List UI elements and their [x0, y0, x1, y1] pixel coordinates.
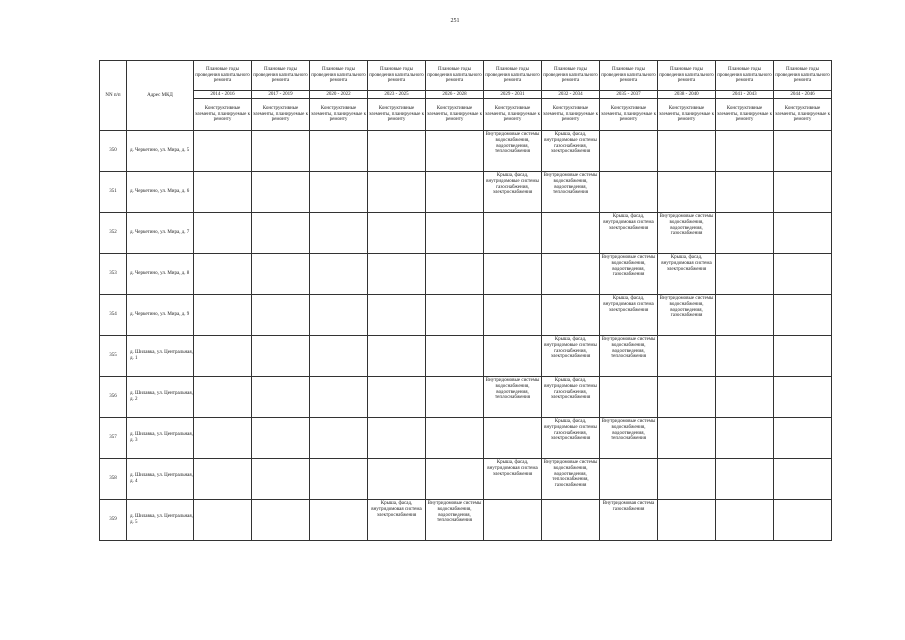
schedule-cell	[252, 418, 310, 459]
schedule-cell	[194, 295, 252, 336]
year-range: 2023 - 2025	[368, 91, 426, 99]
schedule-cell: Внутридомовые системы водоснабжения, водоотведения, теплоснабжения	[600, 336, 658, 377]
schedule-cell	[658, 418, 716, 459]
schedule-cell: Крыша, фасад, внутридомовая система электроснабжения	[368, 500, 426, 541]
schedule-cell	[484, 254, 542, 295]
year-range: 2026 - 2028	[426, 91, 484, 99]
schedule-cell	[716, 172, 774, 213]
schedule-cell	[716, 131, 774, 172]
schedule-cell: Крыша, фасад, внутридомовая система электроснабжения	[658, 254, 716, 295]
schedule-cell: Внутридомовые системы водоснабжения, водоотведения, газоснабжения	[658, 295, 716, 336]
table-row	[100, 500, 832, 541]
row-address: д. Черкетино, ул. Мира, д. 6	[127, 172, 194, 213]
schedule-cell: Крыша, фасад, внутридомовая система электроснабжения	[600, 213, 658, 254]
schedule-cell	[600, 459, 658, 500]
schedule-cell	[310, 213, 368, 254]
year-range: 2038 - 2040	[658, 91, 716, 99]
schedule-cell	[774, 131, 832, 172]
schedule-cell	[252, 500, 310, 541]
schedule-cell: Внутридомовые системы водоснабжения, водоотведения, теплоснабжения	[484, 131, 542, 172]
schedule-cell	[252, 172, 310, 213]
schedule-cell	[484, 418, 542, 459]
schedule-cell	[310, 418, 368, 459]
schedule-cell	[252, 377, 310, 418]
schedule-cell	[658, 500, 716, 541]
schedule-cell	[600, 131, 658, 172]
row-number: 352	[100, 213, 127, 254]
schedule-cell	[484, 213, 542, 254]
elements-header: Конструктивные элементы, планируемые к ремонту	[426, 99, 484, 131]
table-row	[100, 418, 832, 459]
period-header: Плановые годы проведения капитального ремонта	[194, 61, 252, 91]
schedule-cell	[194, 172, 252, 213]
period-header: Плановые годы проведения капитального ремонта	[542, 61, 600, 91]
schedule-cell	[658, 459, 716, 500]
schedule-cell	[426, 213, 484, 254]
schedule-cell	[484, 295, 542, 336]
schedule-cell	[600, 377, 658, 418]
year-range: 2020 - 2022	[310, 91, 368, 99]
row-number: 359	[100, 500, 127, 541]
table-row	[100, 131, 832, 172]
schedule-cell	[658, 131, 716, 172]
row-address: д. Шилавка, ул. Центральная, д. 5	[127, 500, 194, 541]
schedule-cell: Внутридомовая система газоснабжения	[600, 500, 658, 541]
schedule-cell	[658, 336, 716, 377]
schedule-cell: Внутридомовые системы водоснабжения, водоотведения, теплоснабжения	[484, 377, 542, 418]
elements-header: Конструктивные элементы, планируемые к ремонту	[252, 99, 310, 131]
schedule-cell	[252, 213, 310, 254]
schedule-cell: Крыша, фасад, внутридомовые системы газоснабжения, электроснабжения	[542, 336, 600, 377]
schedule-cell	[368, 418, 426, 459]
period-header: Плановые годы проведения капитального ремонта	[658, 61, 716, 91]
schedule-cell	[194, 213, 252, 254]
elements-header: Конструктивные элементы, планируемые к ремонту	[600, 99, 658, 131]
schedule-cell	[716, 418, 774, 459]
row-address: д. Черкетино, ул. Мира, д. 5	[127, 131, 194, 172]
elements-header: Конструктивные элементы, планируемые к ремонту	[658, 99, 716, 131]
row-number: 354	[100, 295, 127, 336]
schedule-cell	[716, 254, 774, 295]
schedule-cell	[600, 172, 658, 213]
period-header: Плановые годы проведения капитального ремонта	[716, 61, 774, 91]
schedule-cell	[426, 418, 484, 459]
schedule-cell	[774, 377, 832, 418]
schedule-cell	[426, 336, 484, 377]
schedule-cell	[310, 295, 368, 336]
schedule-cell	[542, 254, 600, 295]
repair-schedule-table	[99, 60, 832, 541]
schedule-cell	[194, 254, 252, 295]
year-range: 2041 - 2043	[716, 91, 774, 99]
row-number: 353	[100, 254, 127, 295]
elements-header: Конструктивные элементы, планируемые к ремонту	[774, 99, 832, 131]
elements-header: Конструктивные элементы, планируемые к ремонту	[194, 99, 252, 131]
schedule-cell: Крыша, фасад, внутридомовая система электроснабжения	[600, 295, 658, 336]
year-range: 2014 - 2016	[194, 91, 252, 99]
elements-header: Конструктивные элементы, планируемые к ремонту	[310, 99, 368, 131]
table-row	[100, 459, 832, 500]
schedule-cell	[426, 254, 484, 295]
elements-header: Конструктивные элементы, планируемые к ремонту	[716, 99, 774, 131]
row-number: 358	[100, 459, 127, 500]
schedule-cell	[310, 459, 368, 500]
row-address: д. Шилавка, ул. Центральная, д. 3	[127, 418, 194, 459]
schedule-cell	[194, 131, 252, 172]
schedule-cell	[716, 377, 774, 418]
table-row	[100, 295, 832, 336]
row-address: д. Черкетино, ул. Мира, д. 8	[127, 254, 194, 295]
schedule-cell	[542, 295, 600, 336]
row-address: д. Шилавка, ул. Центральная, д. 4	[127, 459, 194, 500]
table-row	[100, 213, 832, 254]
year-range: 2017 - 2019	[252, 91, 310, 99]
period-header: Плановые годы проведения капитального ремонта	[484, 61, 542, 91]
schedule-cell	[368, 254, 426, 295]
schedule-cell	[774, 213, 832, 254]
period-header: Плановые годы проведения капитального ремонта	[426, 61, 484, 91]
schedule-cell	[310, 500, 368, 541]
schedule-cell	[658, 172, 716, 213]
period-header: Плановые годы проведения капитального ремонта	[600, 61, 658, 91]
schedule-cell	[310, 377, 368, 418]
row-number: 350	[100, 131, 127, 172]
table-row	[100, 172, 832, 213]
year-range: 2035 - 2037	[600, 91, 658, 99]
table-row	[100, 254, 832, 295]
row-address: д. Шилавка, ул. Центральная, д. 2	[127, 377, 194, 418]
schedule-cell	[426, 172, 484, 213]
schedule-cell	[774, 172, 832, 213]
elements-header: Конструктивные элементы, планируемые к ремонту	[484, 99, 542, 131]
address-header: Адрес МКД	[127, 61, 194, 131]
schedule-cell	[716, 295, 774, 336]
schedule-cell	[368, 459, 426, 500]
table-row	[100, 377, 832, 418]
period-header: Плановые годы проведения капитального ремонта	[310, 61, 368, 91]
schedule-cell	[368, 213, 426, 254]
schedule-cell: Внутридомовые системы водоснабжения, водоотведения, теплоснабжения	[542, 172, 600, 213]
schedule-cell	[252, 254, 310, 295]
schedule-cell: Внутридомовые системы водоснабжения, водоотведения, теплоснабжения	[600, 418, 658, 459]
schedule-cell	[716, 336, 774, 377]
schedule-cell	[774, 254, 832, 295]
schedule-cell	[774, 459, 832, 500]
row-number: 357	[100, 418, 127, 459]
schedule-cell	[774, 418, 832, 459]
schedule-cell: Внутридомовые системы водоснабжения, водоотведения, газоснабжения	[658, 213, 716, 254]
year-range: 2029 - 2031	[484, 91, 542, 99]
row-number: 351	[100, 172, 127, 213]
schedule-cell	[368, 131, 426, 172]
schedule-cell	[310, 336, 368, 377]
schedule-cell: Крыша, фасад, внутридомовые системы газоснабжения, электроснабжения	[542, 377, 600, 418]
schedule-cell	[716, 459, 774, 500]
schedule-cell	[310, 131, 368, 172]
schedule-cell	[194, 418, 252, 459]
table-row	[100, 336, 832, 377]
schedule-cell	[368, 377, 426, 418]
schedule-cell	[368, 336, 426, 377]
schedule-cell	[310, 254, 368, 295]
row-number: 356	[100, 377, 127, 418]
row-address: д. Шилавка, ул. Центральная, д. 1	[127, 336, 194, 377]
year-range: 2044 - 2046	[774, 91, 832, 99]
period-header: Плановые годы проведения капитального ремонта	[252, 61, 310, 91]
schedule-cell: Внутридомовые системы водоснабжения, водоотведения, газоснабжения	[600, 254, 658, 295]
schedule-cell	[194, 377, 252, 418]
schedule-cell	[542, 213, 600, 254]
schedule-cell	[194, 459, 252, 500]
schedule-cell: Внутридомовые системы водоснабжения, водоотведения, теплоснабжения	[426, 500, 484, 541]
period-header: Плановые годы проведения капитального ремонта	[774, 61, 832, 91]
schedule-cell	[484, 336, 542, 377]
schedule-cell	[426, 131, 484, 172]
schedule-cell	[658, 377, 716, 418]
schedule-cell	[310, 172, 368, 213]
schedule-cell	[368, 172, 426, 213]
schedule-cell: Крыша, фасад, внутридомовые системы газоснабжения, электроснабжения	[542, 131, 600, 172]
schedule-cell	[252, 131, 310, 172]
schedule-cell	[716, 213, 774, 254]
row-address: д. Черкетино, ул. Мира, д. 7	[127, 213, 194, 254]
elements-header: Конструктивные элементы, планируемые к ремонту	[542, 99, 600, 131]
schedule-cell	[368, 295, 426, 336]
schedule-cell	[542, 500, 600, 541]
schedule-cell	[774, 500, 832, 541]
schedule-cell	[426, 459, 484, 500]
schedule-cell: Крыша, фасад, внутридомовые системы газоснабжения, электроснабжения	[484, 172, 542, 213]
schedule-cell	[194, 500, 252, 541]
period-header: Плановые годы проведения капитального ремонта	[368, 61, 426, 91]
schedule-cell	[716, 500, 774, 541]
row-address: д. Черкетино, ул. Мира, д. 9	[127, 295, 194, 336]
schedule-cell	[484, 500, 542, 541]
schedule-cell	[426, 377, 484, 418]
schedule-cell: Крыша, фасад, внутридомовая система электроснабжения	[484, 459, 542, 500]
elements-header: Конструктивные элементы, планируемые к ремонту	[368, 99, 426, 131]
schedule-cell: Крыша, фасад, внутридомовые системы газоснабжения, электроснабжения	[542, 418, 600, 459]
schedule-cell	[774, 295, 832, 336]
schedule-cell	[194, 336, 252, 377]
schedule-cell: Внутридомовые системы водоснабжения, водоотведения, теплоснабжения, газоснабжения	[542, 459, 600, 500]
schedule-cell	[774, 336, 832, 377]
schedule-cell	[252, 336, 310, 377]
schedule-cell	[252, 295, 310, 336]
nn-header: NN п/п	[100, 61, 127, 131]
page-number: 251	[450, 18, 460, 24]
row-number: 355	[100, 336, 127, 377]
schedule-cell	[426, 295, 484, 336]
schedule-cell	[252, 459, 310, 500]
year-range: 2032 - 2034	[542, 91, 600, 99]
